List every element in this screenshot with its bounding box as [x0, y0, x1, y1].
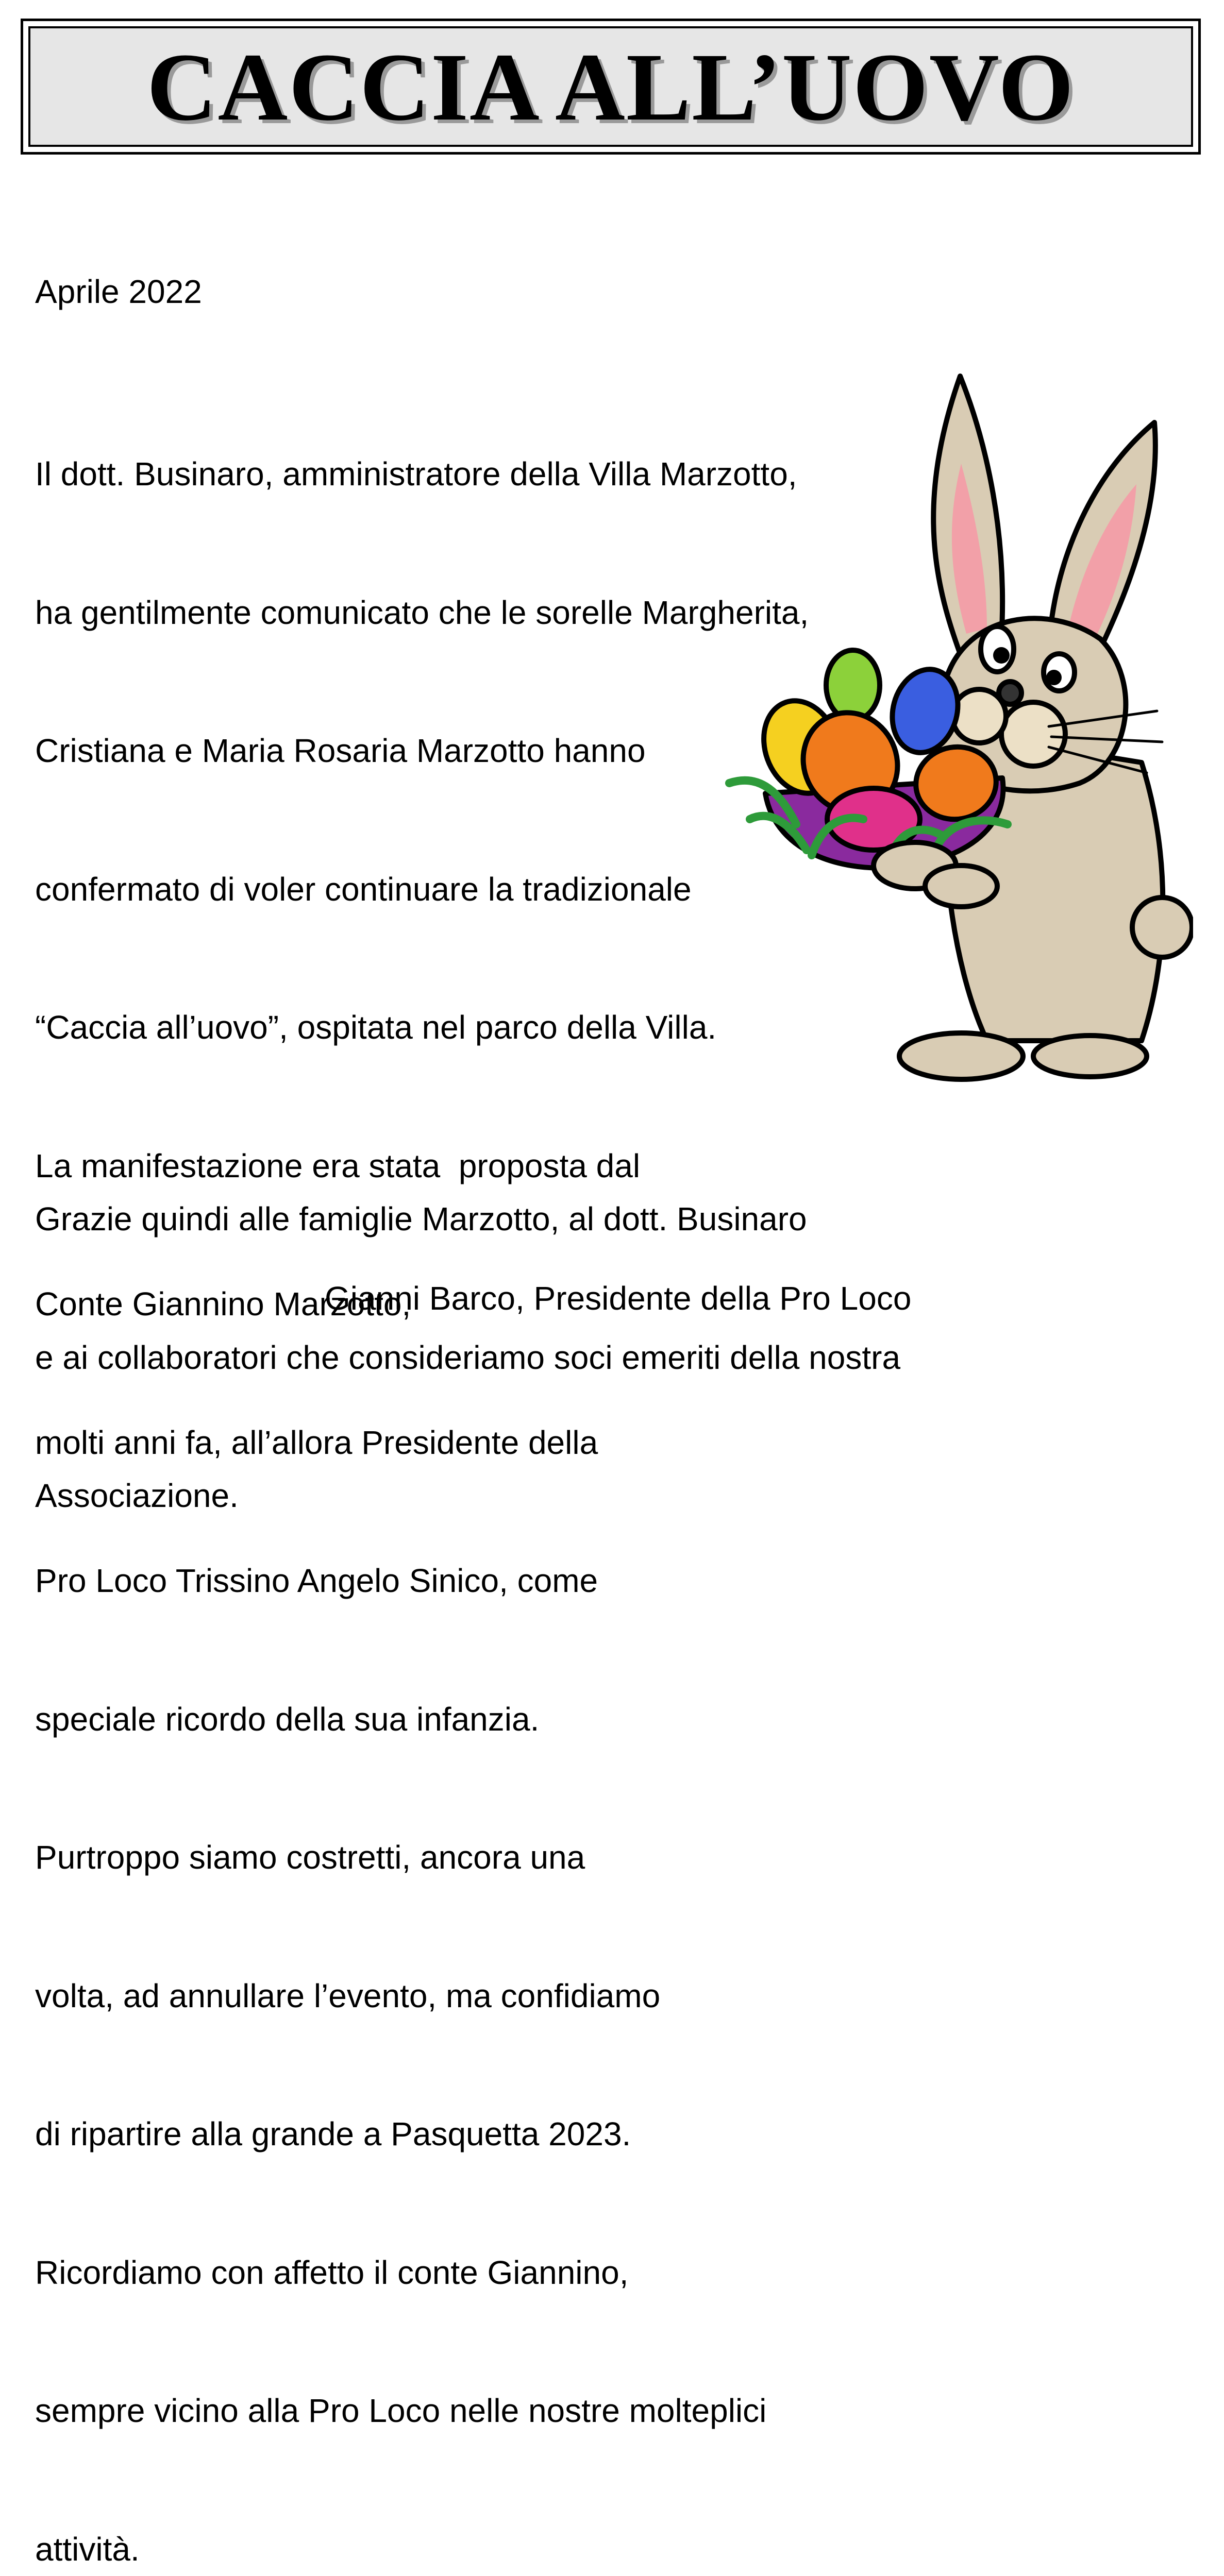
- page-title: CACCIA ALL’UOVO: [146, 32, 1075, 141]
- body-line: ha gentilmente comunicato che le sorelle Margherita,: [35, 594, 809, 631]
- body-line: attività.: [35, 2530, 140, 2568]
- body-line: La manifestazione era stata proposta dal: [35, 1147, 641, 1184]
- bunny-tail: [1132, 897, 1192, 957]
- body-line: di ripartire alla grande a Pasquetta 2023.: [35, 2115, 631, 2153]
- body-line: molti anni fa, all’allora Presidente della: [35, 1423, 598, 1461]
- bunny-left-cheek: [952, 689, 1006, 743]
- bunny-right-foot: [1033, 1036, 1147, 1077]
- body-line: Il dott. Businaro, amministratore della Villa Marzotto,: [35, 455, 797, 493]
- letter-date: Aprile 2022: [35, 273, 202, 310]
- bunny-left-foot: [899, 1033, 1023, 1079]
- body-line: Conte Giannino Marzotto,: [35, 1285, 411, 1323]
- egg-green: [826, 650, 880, 720]
- bunny-paw: [925, 866, 997, 907]
- letter-signature: Gianni Barco, Presidente della Pro Loco: [325, 1280, 912, 1317]
- body-line: Purtroppo siamo costretti, ancora una: [35, 1839, 585, 1876]
- body-line: Cristiana e Maria Rosaria Marzotto hanno: [35, 732, 646, 769]
- title-banner: [21, 19, 1201, 155]
- body-line: Pro Loco Trissino Angelo Sinico, come: [35, 1562, 598, 1599]
- title-banner-inner: [28, 26, 1193, 147]
- body-line: Grazie quindi alle famiglie Marzotto, al dott. Businaro: [35, 1200, 807, 1238]
- body-line: Associazione.: [35, 1477, 239, 1514]
- bunny-left-pupil: [993, 647, 1010, 664]
- easter-bunny-icon: [719, 371, 1193, 1092]
- bunny-right-cheek: [1001, 702, 1065, 766]
- bunny-right-pupil: [1046, 670, 1062, 685]
- letter-body-paragraph-2: [35, 1104, 900, 1565]
- body-line: Ricordiamo con affetto il conte Giannino,: [35, 2253, 629, 2291]
- body-line: speciale ricordo della sua infanzia.: [35, 1700, 540, 1738]
- body-line: confermato di voler continuare la tradizionale: [35, 870, 692, 908]
- body-line: sempre vicino alla Pro Loco nelle nostre molteplici: [35, 2392, 767, 2429]
- body-line: e ai collaboratori che consideriamo soci emeriti della nostra: [35, 1338, 901, 1376]
- body-line: volta, ad annullare l’evento, ma confidiamo: [35, 1977, 661, 2014]
- body-line: “Caccia all’uovo”, ospitata nel parco della Villa.: [35, 1009, 717, 1046]
